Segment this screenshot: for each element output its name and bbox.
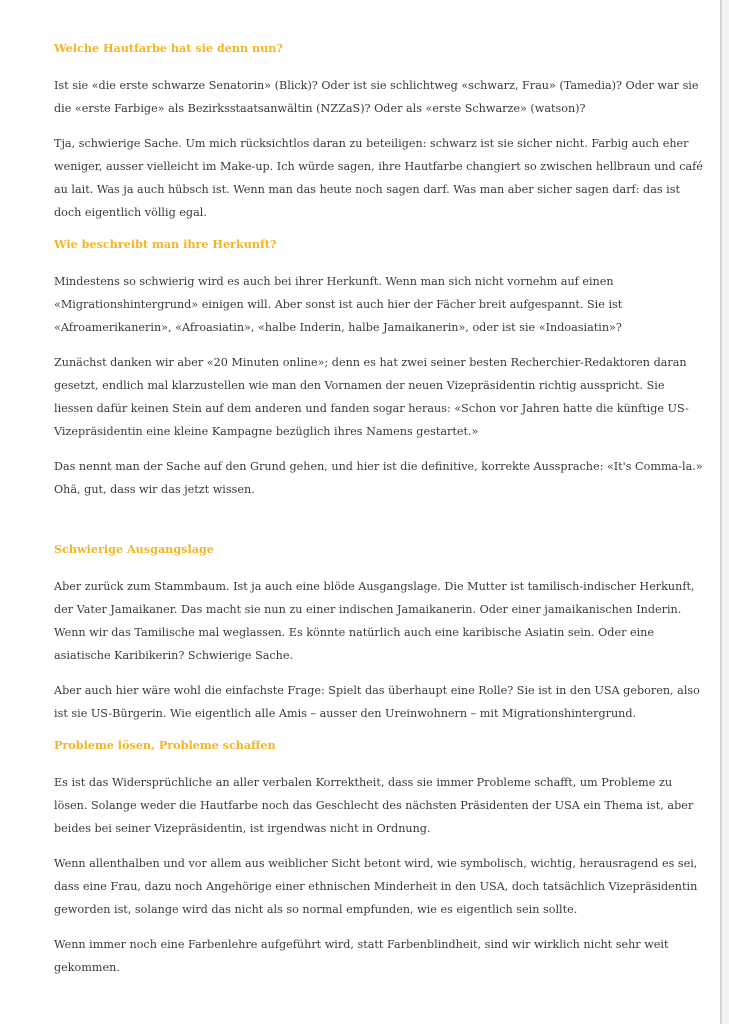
- paragraph: Das nennt man der Sache auf den Grund gehen, und hier ist die definitive, korrekte Aussprache: «It's Comma-la.» Ohä, gut, dass wir das jetzt wissen.: [54, 460, 703, 496]
- paragraph: Mindestens so schwierig wird es auch bei ihrer Herkunft. Wenn man sich nicht vornehm auf einen «Migrationshintergrund» einigen will. Aber sonst ist auch hier der Fächer breit aufgespannt. Sie ist «Afroamerikanerin», «Afroasiatin», «halbe Inderin, halbe Jamaikanerin», oder ist sie «Indoasiatin»?: [54, 275, 623, 334]
- article-body: [54, 40, 704, 991]
- paragraph: Wenn immer noch eine Farbenlehre aufgeführt wird, statt Farbenblindheit, sind wir wirklich nicht sehr weit gekommen.: [54, 938, 669, 974]
- section-heading: Schwierige Ausgangslage: [54, 542, 214, 556]
- section-heading: Probleme lösen, Probleme schaffen: [54, 738, 276, 752]
- section-heading: Welche Hautfarbe hat sie denn nun?: [54, 41, 283, 55]
- section-spacer: [54, 513, 704, 541]
- section-herkunft: [54, 236, 704, 501]
- page-edge-shade: [722, 0, 729, 1024]
- paragraph: Aber auch hier wäre wohl die einfachste Frage: Spielt das überhaupt eine Rolle? Sie ist in den USA geboren, also ist sie US-Bürgerin. Wie eigentlich alle Amis – ausser den Ureinwohnern – mit Migrationshintergrund.: [54, 684, 700, 720]
- paragraph: Es ist das Widersprüchliche an aller verbalen Korrektheit, dass sie immer Probleme schafft, um Probleme zu lösen. Solange weder die Hautfarbe noch das Geschlecht des nächsten Präsidenten der USA ein Thema ist, aber beides bei seiner Vizepräsidentin, ist irgendwas nicht in Ordnung.: [54, 776, 694, 835]
- section-heading: Wie beschreibt man ihre Herkunft?: [54, 237, 277, 251]
- paragraph: Ist sie «die erste schwarze Senatorin» (Blick)? Oder ist sie schlichtweg «schwarz, Frau» (Tamedia)? Oder war sie die «erste Farbige» als Bezirksstaatsanwältin (NZZaS)? Oder als «erste Schwarze» (watson)?: [54, 79, 699, 115]
- paragraph: Wenn allenthalben und vor allem aus weiblicher Sicht betont wird, wie symbolisch, wichtig, herausragend es sei, dass eine Frau, dazu noch Angehörige einer ethnischen Minderheit in den USA, doch tatsächlich Vizepräsidentin geworden ist, solange wird das nicht als so normal empfunden, wie es eigentlich sein sollte.: [54, 857, 698, 916]
- paragraph: Tja, schwierige Sache. Um mich rücksichtlos daran zu beteiligen: schwarz ist sie sicher nicht. Farbig auch eher weniger, ausser vielleicht im Make-up. Ich würde sagen, ihre Hautfarbe changiert so zwischen hellbraun und café au lait. Was ja auch hübsch ist. Wenn man das heute noch sagen darf. Was man aber sicher sagen darf: das ist doch eigentlich völlig egal.: [54, 137, 703, 219]
- section-probleme: [54, 737, 704, 979]
- section-ausgangslage: [54, 541, 704, 725]
- paragraph: Zunächst danken wir aber «20 Minuten online»; denn es hat zwei seiner besten Recherchier-Redaktoren daran gesetzt, endlich mal klarzustellen wie man den Vornamen der neuen Vizepräsidentin richtig ausspricht. Sie liessen dafür keinen Stein auf dem anderen und fanden sogar heraus: «Schon vor Jahren hatte die künftige US-Vizepräsidentin eine kleine Kampagne bezüglich ihres Namens gestartet.»: [54, 356, 689, 438]
- section-hautfarbe: [54, 40, 704, 224]
- paragraph: Aber zurück zum Stammbaum. Ist ja auch eine blöde Ausgangslage. Die Mutter ist tamilisch-indischer Herkunft, der Vater Jamaikaner. Das macht sie nun zu einer indischen Jamaikanerin. Oder einer jamaikanischen Inderin. Wenn wir das Tamilische mal weglassen. Es könnte natürlich auch eine karibische Asiatin sein. Oder eine asiatische Karibikerin? Schwierige Sache.: [54, 580, 695, 662]
